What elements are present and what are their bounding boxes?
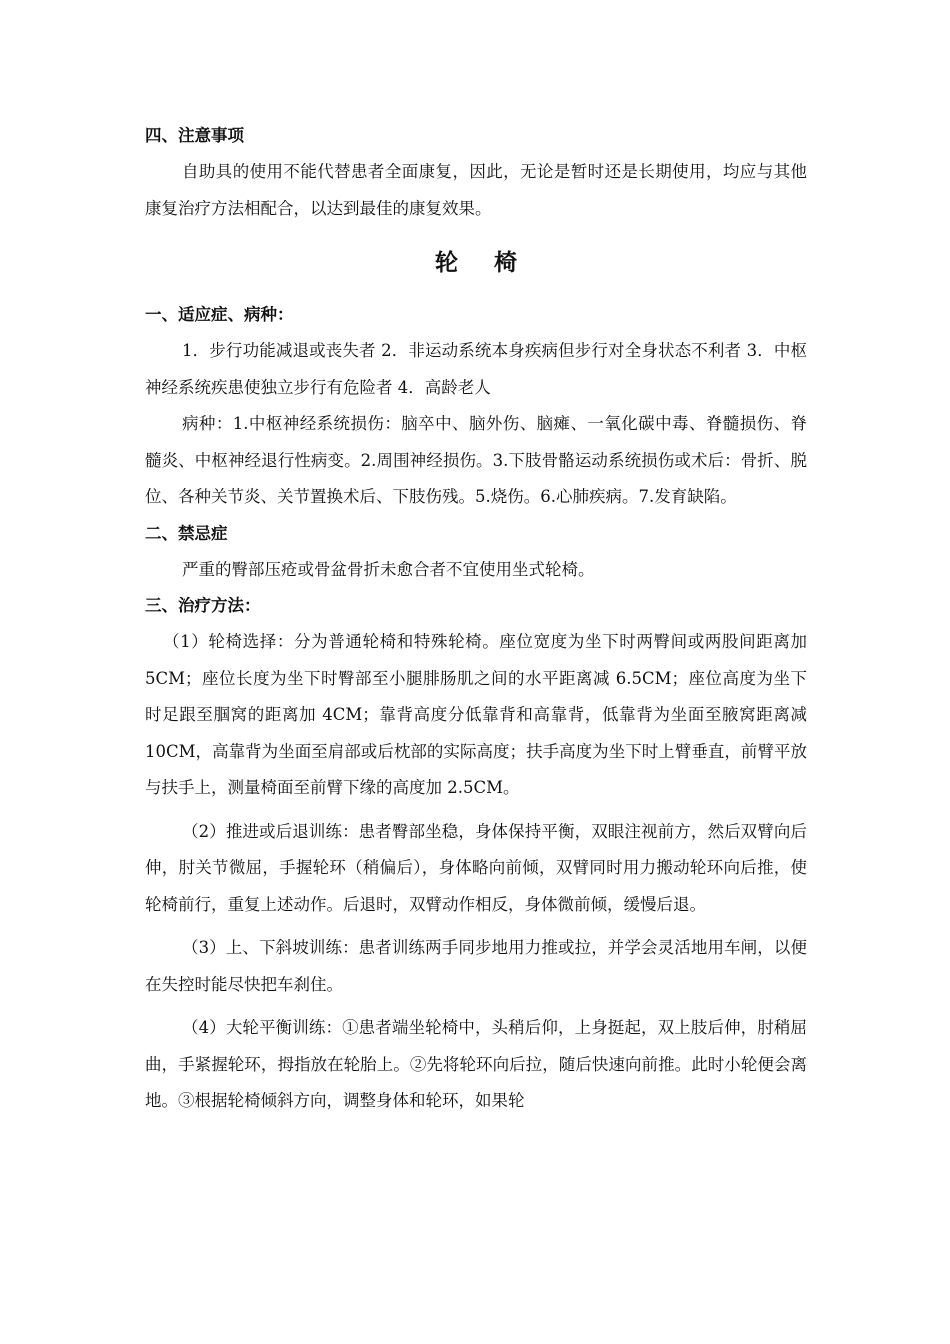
section-heading-notes: 四、注意事项 bbox=[145, 126, 244, 145]
section-heading-treatment: 三、治疗方法： bbox=[145, 596, 261, 615]
section-heading-indications: 一、适应症、病种： bbox=[145, 305, 294, 324]
treatment-paragraph-2: （2）推进或后退训练：患者臀部坐稳，身体保持平衡，双眼注视前方，然后双臂向后伸，肘关节微屈，手握轮环（稍偏后），身体略向前倾，双臂同时用力搬动轮环向后推，使轮椅前行，重复上述动作。后退时，双臂动作相反，身体微前倾，缓慢后退。 bbox=[145, 821, 807, 914]
treatment-paragraph-4: （4）大轮平衡训练：①患者端坐轮椅中，头稍后仰，上身挺起，双上肢后伸，肘稍屈曲，手紧握轮环，拇指放在轮胎上。②先将轮环向后拉，随后快速向前推。此时小轮便会离地。③根据轮椅倾斜方向，调整身体和轮环，如果轮 bbox=[145, 1018, 807, 1110]
contraindications-paragraph: 严重的臀部压疮或骨盆骨折未愈合者不宜使用坐式轮椅。 bbox=[182, 559, 595, 579]
notes-paragraph: 自助具的使用不能代替患者全面康复，因此，无论是暂时还是长期使用，均应与其他康复治疗方法相配合，以达到最佳的康复效果。 bbox=[145, 162, 807, 218]
indications-paragraph: 1．步行功能减退或丧失者 2．非运动系统本身疾病但步行对全身状态不利者 3．中枢神经系统疾患使独立步行有危险者 4．高龄老人 bbox=[145, 341, 807, 397]
treatment-paragraph-3: （3）上、下斜坡训练：患者训练两手同步地用力推或拉，并学会灵活地用车闸，以便在失控时能尽快把车刹住。 bbox=[145, 938, 807, 994]
document-body bbox=[145, 118, 807, 1120]
document-title: 轮 椅 bbox=[434, 250, 531, 276]
section-heading-contraindications: 二、禁忌症 bbox=[145, 523, 228, 543]
diseases-paragraph: 病种：1.中枢神经系统损伤：脑卒中、脑外伤、脑瘫、一氧化碳中毒、脊髓损伤、脊髓炎、中枢神经退行性病变。2.周围神经损伤。3.下肢骨骼运动系统损伤或术后：骨折、脱位、各种关节炎、关节置换术后、下肢伤残。5.烧伤。6.心肺疾病。7.发育缺陷。 bbox=[145, 414, 807, 506]
treatment-paragraph-1: （1）轮椅选择：分为普通轮椅和特殊轮椅。座位宽度为坐下时两臀间或两股间距离加 5CM；座位长度为坐下时臀部至小腿腓肠肌之间的水平距离减 6.5CM；座位高度为坐下时足跟至腘窝的距离加 4CM；靠背高度分低靠背和高靠背，低靠背为坐面至腋窝距离减 10CM，高靠背为坐面至肩部或后枕部的实际高度；扶手高度为坐下时上臂垂直，前臂平放与扶手上，测量椅面至前臂下缘的高度加 2.5CM。 bbox=[145, 632, 807, 797]
